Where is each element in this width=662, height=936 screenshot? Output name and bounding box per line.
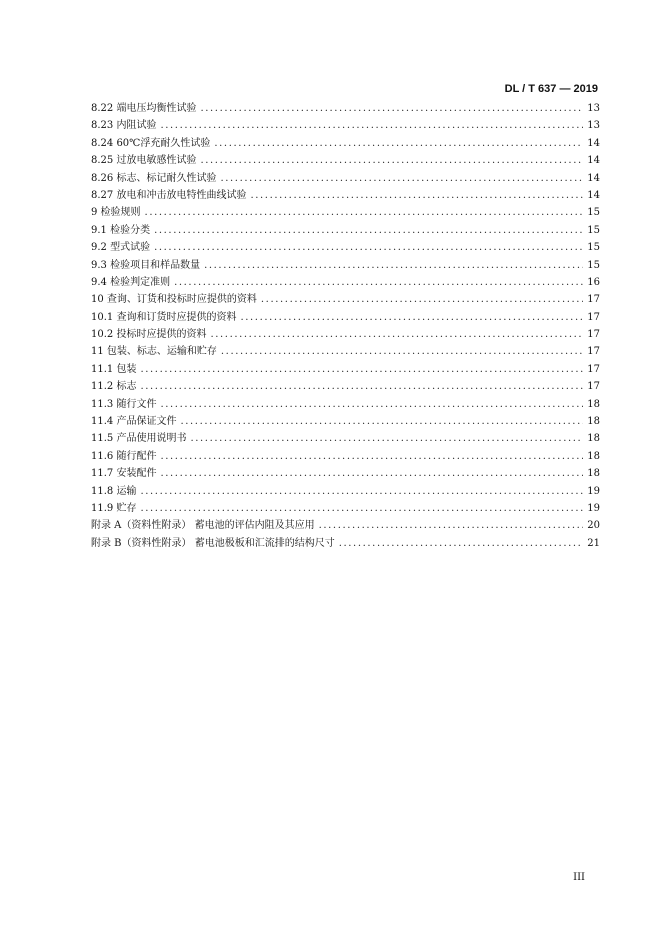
toc-entry-page: 18 (587, 398, 600, 410)
toc-entry[interactable] (91, 135, 600, 152)
toc-entry[interactable] (91, 152, 600, 169)
toc-entry[interactable] (91, 448, 600, 465)
dot-leader (200, 152, 583, 169)
toc-entry[interactable] (91, 326, 600, 343)
toc-entry[interactable] (91, 430, 600, 447)
toc-entry-page: 19 (587, 502, 600, 514)
toc-entry-page: 14 (587, 155, 600, 167)
dot-leader (140, 500, 583, 517)
dot-leader (160, 117, 583, 134)
toc-entry-label: 11.7 安装配件 (91, 468, 157, 480)
toc-entry-label: 9.4 检验判定准则 (91, 276, 171, 288)
toc-entry-page: 14 (587, 172, 600, 184)
toc-entry[interactable] (91, 396, 600, 413)
toc-entry-label: 11 包装、标志、运输和贮存 (91, 346, 217, 358)
toc-entry-label: 9.1 检验分类 (91, 224, 151, 236)
dot-leader (154, 222, 583, 239)
dot-leader (140, 378, 583, 395)
toc-entry-label: 8.23 内阻试验 (91, 120, 157, 132)
dot-leader (250, 187, 583, 204)
dot-leader (204, 257, 583, 274)
toc-entry-page: 15 (587, 242, 600, 254)
toc-entry-label: 11.2 标志 (91, 381, 137, 393)
toc-entry-label: 11.4 产品保证文件 (91, 416, 177, 428)
toc-entry-page: 17 (587, 329, 600, 341)
toc-entry[interactable] (91, 535, 600, 552)
table-of-contents (91, 100, 600, 552)
toc-entry[interactable] (91, 170, 600, 187)
toc-entry-label: 8.25 过放电敏感性试验 (91, 155, 197, 167)
toc-entry-page: 18 (587, 416, 600, 428)
toc-entry[interactable] (91, 222, 600, 239)
toc-entry-label: 11.8 运输 (91, 485, 137, 497)
page-number: III (573, 872, 585, 883)
toc-entry-page: 20 (587, 520, 600, 532)
toc-entry-page: 19 (587, 485, 600, 497)
toc-entry-page: 15 (587, 259, 600, 271)
toc-entry[interactable] (91, 517, 600, 534)
dot-leader (240, 309, 583, 326)
toc-entry-label: 11.3 随行文件 (91, 398, 157, 410)
toc-entry[interactable] (91, 117, 600, 134)
toc-entry-label: 9 检验规则 (91, 207, 141, 219)
toc-entry[interactable] (91, 257, 600, 274)
toc-entry-page: 15 (587, 224, 600, 236)
dot-leader (261, 291, 583, 308)
toc-entry[interactable] (91, 361, 600, 378)
toc-entry-label: 10.2 投标时应提供的资料 (91, 329, 207, 341)
toc-entry[interactable] (91, 343, 600, 360)
toc-entry[interactable] (91, 239, 600, 256)
dot-leader (339, 535, 584, 552)
toc-entry-page: 18 (587, 468, 600, 480)
toc-entry-label: 9.2 型式试验 (91, 242, 151, 254)
toc-entry-label: 附录 B（资料性附录） 蓄电池极板和汇流排的结构尺寸 (91, 537, 335, 549)
toc-entry-label: 9.3 检验项目和样品数量 (91, 259, 201, 271)
document-number: DL / T 637 — 2019 (504, 83, 598, 95)
toc-entry-label: 8.24 60℃浮充耐久性试验 (91, 137, 211, 149)
toc-entry-page: 17 (587, 363, 600, 375)
toc-entry-label: 附录 A（资料性附录） 蓄电池的评估内阻及其应用 (91, 520, 315, 532)
toc-entry-label: 10.1 查询和订货时应提供的资料 (91, 311, 237, 323)
toc-entry-page: 17 (587, 346, 600, 358)
dot-leader (190, 430, 583, 447)
toc-entry-page: 16 (587, 276, 600, 288)
toc-entry-page: 17 (587, 381, 600, 393)
toc-entry-page: 13 (587, 103, 600, 114)
dot-leader (174, 274, 583, 291)
toc-entry[interactable] (91, 309, 600, 326)
dot-leader (160, 465, 583, 482)
toc-entry-label: 8.22 端电压均衡性试验 (91, 103, 197, 114)
toc-entry[interactable] (91, 483, 600, 500)
toc-entry[interactable] (91, 100, 600, 117)
toc-entry[interactable] (91, 274, 600, 291)
toc-entry-label: 10 查询、订货和投标时应提供的资料 (91, 294, 257, 306)
dot-leader (214, 135, 583, 152)
dot-leader (220, 170, 583, 187)
dot-leader (140, 361, 583, 378)
toc-entry-label: 8.26 标志、标记耐久性试验 (91, 172, 217, 184)
toc-entry[interactable] (91, 204, 600, 221)
toc-entry-page: 14 (587, 137, 600, 149)
toc-entry-page: 17 (587, 311, 600, 323)
dot-leader (140, 483, 583, 500)
dot-leader (180, 413, 583, 430)
toc-entry-page: 17 (587, 294, 600, 306)
toc-entry-page: 18 (587, 450, 600, 462)
dot-leader (160, 396, 583, 413)
toc-entry-page: 21 (587, 537, 600, 549)
toc-entry[interactable] (91, 500, 600, 517)
dot-leader (319, 517, 584, 534)
toc-entry-page: 18 (587, 433, 600, 445)
toc-entry-label: 8.27 放电和冲击放电特性曲线试验 (91, 189, 247, 201)
dot-leader (160, 448, 583, 465)
dot-leader (221, 343, 583, 360)
dot-leader (200, 100, 583, 117)
dot-leader (154, 239, 583, 256)
toc-entry-label: 11.9 贮存 (91, 502, 137, 514)
toc-entry-label: 11.5 产品使用说明书 (91, 433, 187, 445)
toc-entry[interactable] (91, 291, 600, 308)
toc-entry[interactable] (91, 413, 600, 430)
toc-entry-label: 11.6 随行配件 (91, 450, 157, 462)
toc-entry-page: 13 (587, 120, 600, 132)
dot-leader (145, 204, 584, 221)
toc-entry[interactable] (91, 465, 600, 482)
toc-entry-page: 15 (587, 207, 600, 219)
dot-leader (210, 326, 583, 343)
toc-entry-label: 11.1 包装 (91, 363, 137, 375)
toc-entry-page: 14 (587, 189, 600, 201)
toc-entry[interactable] (91, 378, 600, 395)
toc-entry[interactable] (91, 187, 600, 204)
